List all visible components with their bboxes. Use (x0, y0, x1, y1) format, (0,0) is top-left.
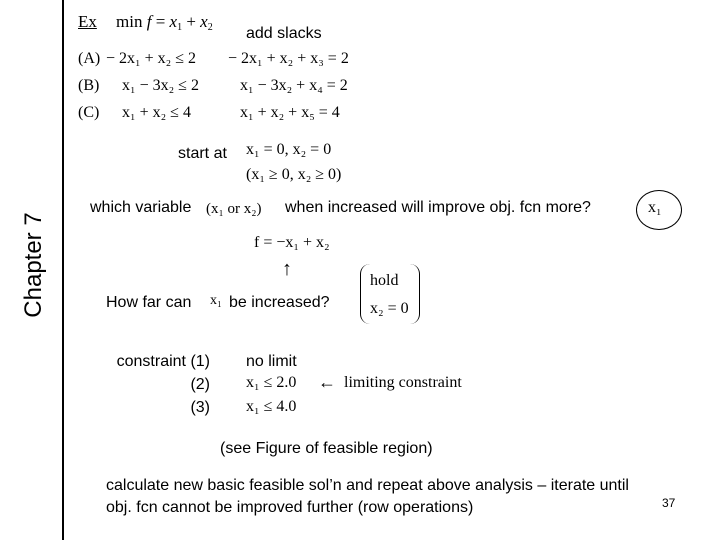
constraint-a-label: (A) (78, 50, 101, 67)
question1-suffix: when increased will improve obj. fcn more? (285, 199, 591, 216)
constraint-c: x₁ + x₂ ≤ 4 (122, 104, 191, 121)
page-number: 37 (662, 496, 676, 510)
question1-prefix: which variable (90, 199, 192, 216)
constraint-a-slack: − 2x₁ + x₂ + x₃ = 2 (228, 50, 349, 67)
start-nonnegativity: (x₁ ≥ 0, x₂ ≥ 0) (246, 166, 342, 183)
answer-variable: x₁ (648, 199, 662, 216)
constraint-3-result: x₁ ≤ 4.0 (246, 398, 297, 415)
see-figure-note: (see Figure of feasible region) (220, 440, 433, 457)
constraint-1-label: constraint (1) (116, 353, 210, 370)
constraint-2-label: (2) (190, 376, 210, 393)
constraint-1-result: no limit (246, 353, 297, 370)
hold-value: x₂ = 0 (370, 300, 409, 317)
conclusion-line2: obj. fcn cannot be improved further (row operations) (106, 499, 474, 516)
constraint-c-slack: x₁ + x₂ + x₅ = 4 (240, 104, 340, 121)
constraint-2-result: x₁ ≤ 2.0 (246, 374, 297, 391)
up-arrow-icon: ↑ (282, 258, 292, 280)
question1-vars: (x₁ or x₂) (206, 201, 262, 217)
limiting-constraint-label: limiting constraint (344, 374, 462, 391)
constraint-a: − 2x₁ + x₂ ≤ 2 (106, 50, 196, 67)
chapter-sidebar (0, 0, 62, 540)
start-point: x₁ = 0, x₂ = 0 (246, 141, 332, 158)
hold-label: hold (370, 272, 399, 289)
constraint-b-slack: x₁ − 3x₂ + x₄ = 2 (240, 77, 348, 94)
left-arrow-icon: ← (318, 372, 336, 392)
constraint-c-label: (C) (78, 104, 100, 121)
example-label: Ex (78, 12, 97, 31)
f-rewrite: f = −x₁ + x₂ (254, 234, 330, 251)
add-slacks-label: add slacks (246, 25, 322, 42)
chapter-label: Chapter 7 (20, 212, 47, 318)
conclusion-line1: calculate new basic feasible sol’n and repeat above analysis – iterate until (106, 477, 629, 494)
sidebar-divider (62, 0, 64, 540)
start-label: start at (178, 145, 227, 162)
constraint-3-label: (3) (190, 399, 210, 416)
objective-function: $\min f = x_1 + x_2$ (116, 12, 213, 33)
question2-prefix: How far can (106, 294, 192, 311)
constraint-b-label: (B) (78, 77, 100, 94)
constraint-b: x₁ − 3x₂ ≤ 2 (122, 77, 199, 94)
answer-circle (636, 190, 682, 230)
question2-suffix: be increased? (229, 294, 330, 311)
question2-var: x₁ (210, 293, 222, 308)
